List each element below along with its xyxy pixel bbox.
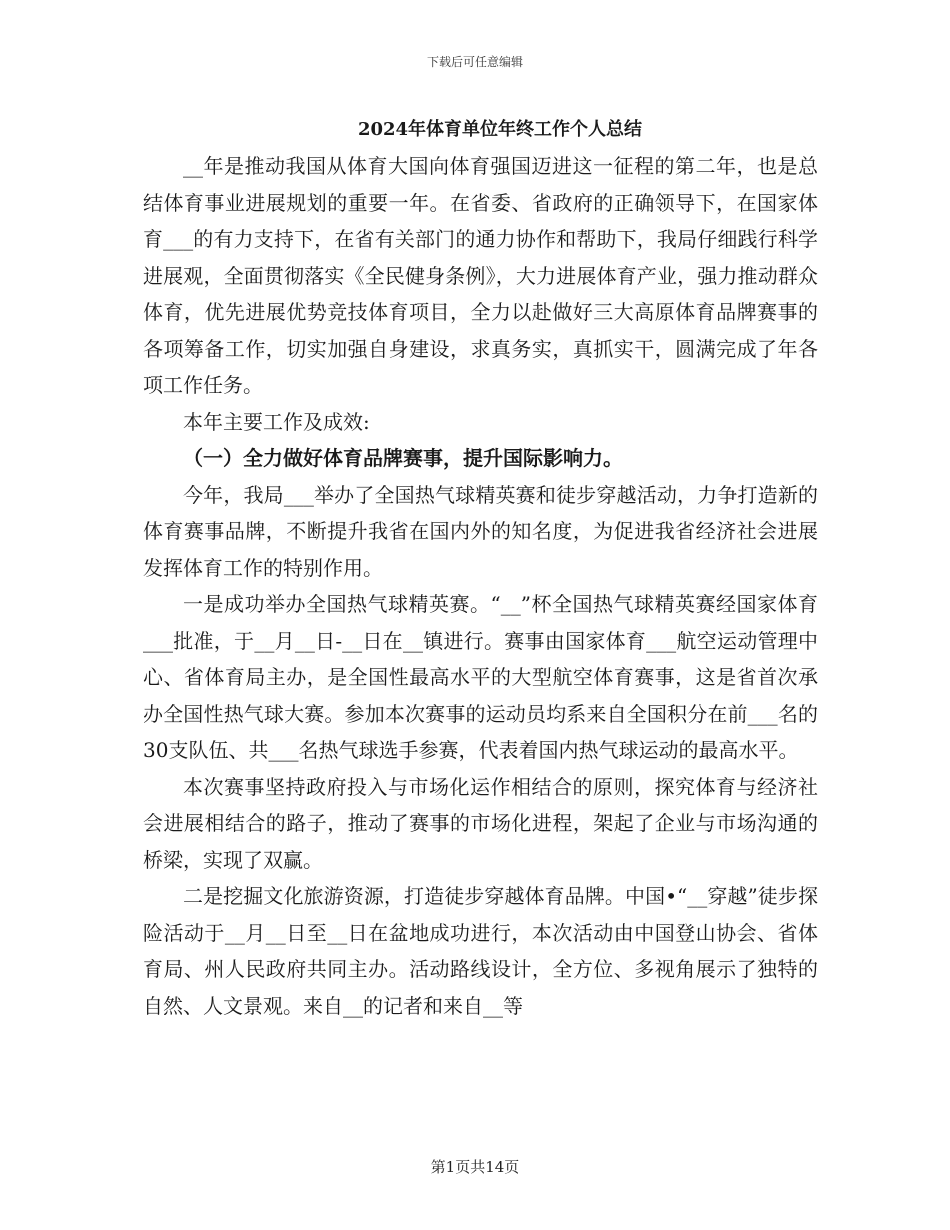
- document-title: 2024年体育单位年终工作个人总结: [357, 119, 643, 140]
- paragraph: 本年主要工作及成效:: [183, 409, 370, 434]
- paragraph: 二是挖掘文化旅游资源，打造徒步穿越体育品牌。中国•“__穿越”徒步探险活动于__月__日至__日在盆地成功进行，本次活动由中国登山协会、省体育局、州人民政府共同主办。活动路线设计，全方位、多视角展示了独特的自然、人文景观。来自__的记者和来自__等: [143, 884, 818, 1018]
- section-heading: （一）全力做好体育品牌赛事，提升国际影响力。: [183, 446, 623, 470]
- paragraph: 今年，我局___举办了全国热气球精英赛和徒步穿越活动，力争打造新的体育赛事品牌，不断提升我省在国内外的知名度，为促进我省经济社会进展发挥体育工作的特别作用。: [143, 482, 818, 580]
- document-body: [143, 148, 818, 1024]
- paragraph: 本次赛事坚持政府投入与市场化运作相结合的原则，探究体育与经济社会进展相结合的路子，推动了赛事的市场化进程，架起了企业与市场沟通的桥梁，实现了双赢。: [143, 774, 818, 872]
- page-header-note: 下载后可任意编辑: [426, 55, 523, 69]
- paragraph: 一是成功举办全国热气球精英赛。“__”杯全国热气球精英赛经国家体育___批准，于__月__日-__日在__镇进行。赛事由国家体育___航空运动管理中心、省体育局主办，是全国性最高水平的大型航空体育赛事，这是省首次承办全国性热气球大赛。参加本次赛事的运动员均系来自全国积分在前___名的30支队伍、共___名热气球选手参赛，代表着国内热气球运动的最高水平。: [143, 592, 818, 762]
- page-number: 第1页共14页: [430, 1158, 520, 1176]
- paragraph: __年是推动我国从体育大国向体育强国迈进这一征程的第二年，也是总结体育事业进展规划的重要一年。在省委、省政府的正确领导下，在国家体育___的有力支持下，在省有关部门的通力协作和帮助下，我局仔细践行科学进展观，全面贯彻落实《全民健身条例》，大力进展体育产业，强力推动群众体育，优先进展优势竞技体育项目，全力以赴做好三大高原体育品牌赛事的各项筹备工作，切实加强自身建设，求真务实，真抓实干，圆满完成了年各项工作任务。: [143, 154, 818, 397]
